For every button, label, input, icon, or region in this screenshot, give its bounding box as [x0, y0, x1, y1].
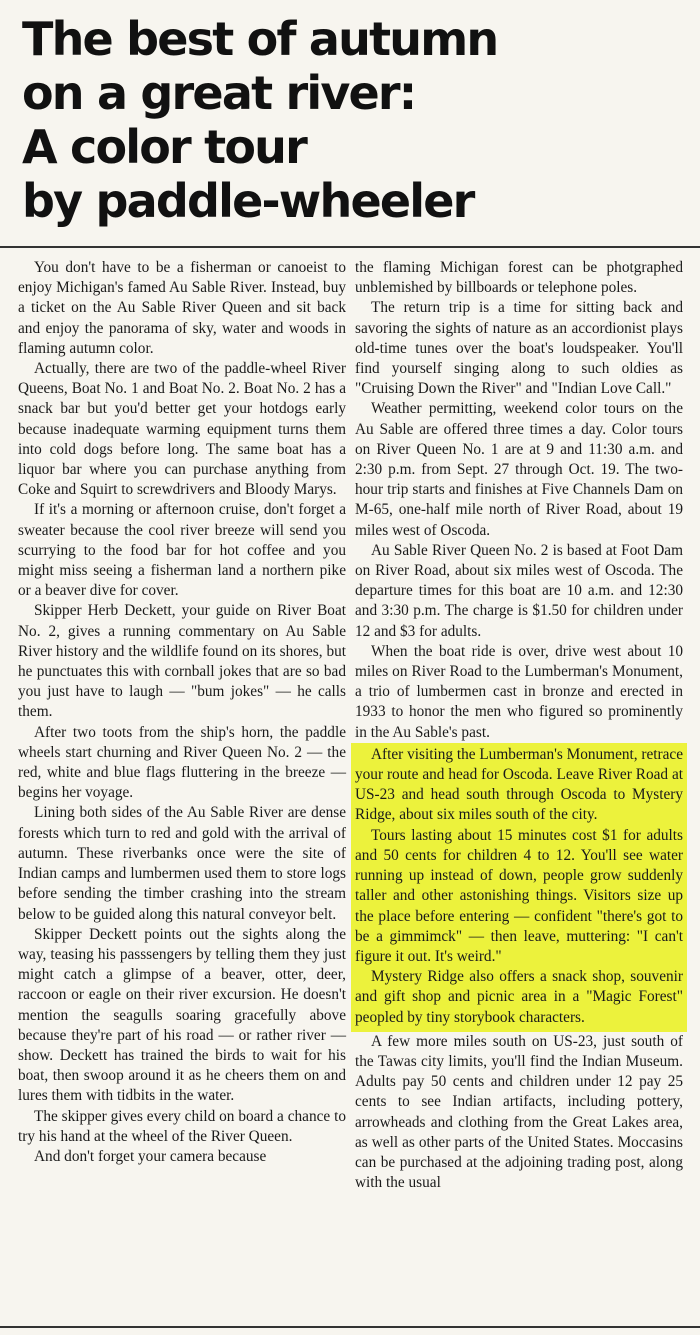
- highlighted-paragraph: Tours lasting about 15 minutes cost $1 for adults and 50 cents for children 4 to 12. You'll see water running up instead of down, people grow suddenly taller and other astonishing things. Visitors size up the place before entering — confident "there's got to be a gimmimck" — then leave, muttering: "I can't figure it out. It's weird.": [355, 826, 683, 965]
- article-column-left: [18, 258, 346, 1167]
- paragraph: You don't have to be a fisherman or canoeist to enjoy Michigan's famed Au Sable River. Instead, buy a ticket on the Au Sable River Queen and sit back and enjoy the panorama of sky, water and woods in flaming autumn color.: [18, 259, 346, 357]
- article-column-right: [355, 258, 683, 1193]
- paragraph: Weather permitting, weekend color tours on the Au Sable are offered three times a day. Color tours on River Queen No. 1 are at 9 and 11:30 a.m. and 2:30 p.m. from Sept. 27 through Oct. 19. The two-hour trip starts and finishes at Five Channels Dam on M-65, one-half mile north of River Road, about 19 miles west of Oscoda.: [355, 400, 683, 539]
- paragraph: Skipper Herb Deckett, your guide on River Boat No. 2, gives a running commentary on Au Sable River history and the wildlife found on its shores, but he punctuates this with cornball jokes that are so bad you just have to laugh — "bum jokes" — he calls them.: [18, 602, 346, 721]
- headline-line-3: A color tour: [22, 120, 306, 174]
- paragraph: And don't forget your camera because: [34, 1147, 267, 1165]
- paragraph: Skipper Deckett points out the sights along the way, teasing his passsengers by telling them they just might catch a glimpse of a beaver, otter, deer, raccoon or eagle on their river excursion. He doesn't mention the seagulls soaring gracefully above because they're part of his road — or rather river — show. Deckett has trained the birds to wait for his boat, then swoop around it as he cheers them on and lures them with tidbits in the water.: [18, 925, 346, 1105]
- paragraph: A few more miles south on US-23, just south of the Tawas city limits, you'll find the Indian Museum. Adults pay 50 cents and children under 12 pay 25 cents to see Indian artifacts, including pottery, arrowheads and clothing from the Great Lakes area, as well as other parts of the United States. Moccasins can be purchased at the adjoining trading post, along with the usual: [355, 1032, 683, 1192]
- paragraph: If it's a morning or afternoon cruise, don't forget a sweater because the cool river breeze will send you scurrying to the food bar for hot coffee and you might miss seeing a fisherman land a northern pike or a beaver dive for cover.: [18, 501, 346, 600]
- paragraph: Actually, there are two of the paddle-wheel River Queens, Boat No. 1 and Boat No. 2. Boat No. 2 has a snack bar but you'd better get your hotdogs early because inadequate warming equipment turns them into cold dogs before long. The same boat has a liquor bar where you can purchase anything from Coke and Squirt to screwdrivers and Bloody Marys.: [18, 360, 346, 499]
- paragraph-continuation: the flaming Michigan forest can be photgraphed unblemished by billboards or telephone poles.: [355, 259, 683, 297]
- headline-line-4: by paddle-wheeler: [22, 174, 474, 228]
- highlighted-passage: [351, 743, 687, 1032]
- paragraph: Lining both sides of the Au Sable River are dense forests which turn to red and gold with the arrival of autumn. These riverbanks once were the site of Indian camps and lumbermen used them to store logs before sending the timber crashing into the stream below to be guided along this natural conveyor belt.: [18, 804, 346, 923]
- bottom-divider: [0, 1326, 700, 1328]
- headline-line-1: The best of autumn: [22, 12, 498, 66]
- paragraph: The skipper gives every child on board a chance to try his hand at the wheel of the River Queen.: [18, 1107, 346, 1145]
- paragraph: Au Sable River Queen No. 2 is based at Foot Dam on River Road, about six miles west of Oscoda. The departure times for this boat are 10 a.m. and 12:30 and 3:30 p.m. The charge is $1.50 for children under 12 and $3 for adults.: [355, 541, 683, 640]
- paragraph: The return trip is a time for sitting back and savoring the sights of nature as an accordionist plays old-time tunes over the boat's loudspeaker. You'll find yourself singing along to such oldies as "Cruising Down the River" and "Indian Love Call.": [355, 299, 683, 398]
- headline: [22, 12, 682, 228]
- top-divider: [0, 246, 700, 248]
- highlighted-paragraph: Mystery Ridge also offers a snack shop, souvenir and gift shop and picnic area in a "Magic Forest" peopled by tiny storybook characters.: [355, 968, 683, 1026]
- paragraph: After two toots from the ship's horn, the paddle wheels start churning and River Queen No. 2 — the red, white and blue flags fluttering in the breeze — begins her voyage.: [18, 723, 346, 802]
- highlighted-paragraph: After visiting the Lumberman's Monument, retrace your route and head for Oscoda. Leave River Road at US-23 and head south through Oscoda to Mystery Ridge, about six miles south of the city.: [355, 745, 684, 824]
- headline-line-2: on a great river:: [22, 66, 416, 120]
- paragraph: When the boat ride is over, drive west about 10 miles on River Road to the Lumberman's Monument, a trio of lumbermen cast in bronze and erected in 1933 to honor the men who figured so prominently in the Au Sable's past.: [355, 642, 683, 741]
